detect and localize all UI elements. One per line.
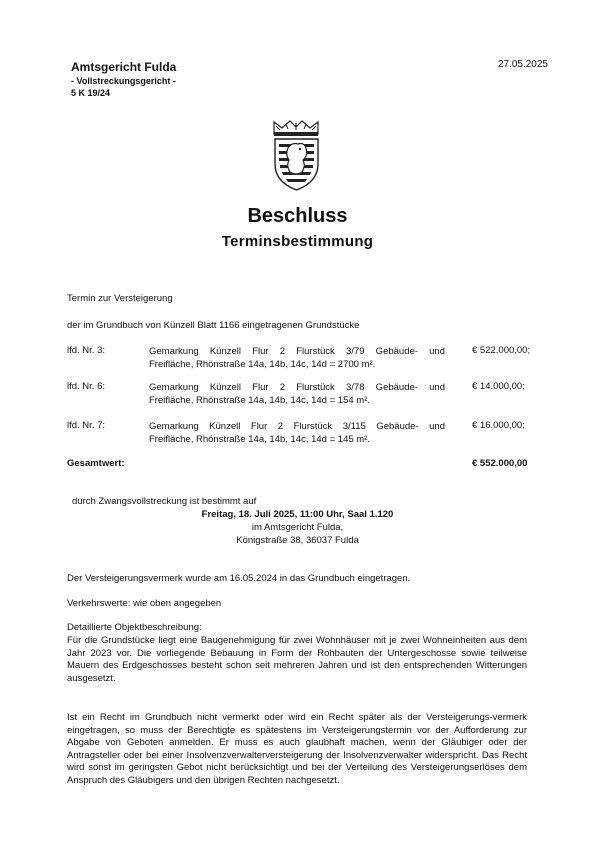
lot-value: € 16.000,00; [472,420,525,431]
lot-description-line2: Freifläche, Rhönstraße 14a, 14b, 14c, 14d = 154 m². [149,395,371,406]
document-date: 27.05.2025 [497,59,548,70]
hesse-coat-of-arms-icon [270,120,323,192]
lot-description [149,420,445,446]
appointment-location-2: Königstraße 38, 36037 Fulda [236,535,359,546]
lot-value: € 522.000,00; [472,345,531,356]
description-heading: Detaillierte Objektbeschreibung: [67,622,202,633]
total-label: Gesamtwert: [67,458,125,469]
lot-description-line2: Freifläche, Rhönstraße 14a, 14b, 14c, 14d = 145 m². [149,434,371,445]
lot-description-line1: Gemarkung Künzell Flur 2 Flurstück 3/78 Gebäude- und [149,382,445,393]
lot-description-line2: Freifläche, Rhönstraße 14a, 14b, 14c, 14d = 2700 m². [149,359,376,370]
appointment-lead: durch Zwangsvollstreckung ist bestimmt auf [72,496,257,507]
lot-description-line1: Gemarkung Künzell Flur 2 Flurstück 3/115 Gebäude- und [149,421,445,432]
intro-line-2: der im Grundbuch von Künzell Blatt 1166 eingetragenen Grundstücke [67,320,360,331]
appointment-location-1: im Amtsgericht Fulda, [251,522,344,533]
lot-number: lfd. Nr. 6: [67,381,106,392]
file-number: 5 K 19/24 [71,88,111,98]
intro-line-1: Termin zur Versteigerung [67,293,173,304]
lot-description [149,345,445,371]
vermerk-note: Der Versteigerungsvermerk wurde am 16.05.2024 in das Grundbuch eingetragen. [67,573,411,584]
court-subtitle: - Vollstreckungsgericht - [71,76,176,86]
verkehrswerte-note: Verkehrswerte: wie oben angegeben [67,598,222,609]
lot-value: € 14.000,00; [472,381,525,392]
total-value: € 552.000,00 [472,458,528,469]
description-text: Für die Grundstücke liegt eine Baugenehmigung für zwei Wohnhäuser mit je zwei Wohneinheiten aus dem Jahr 2023 vor. Die vorliegende Bebauung in Form der Rohbauten der Untergeschosse sowie teilweise Mauern des Erdgeschosses besteht schon seit mehreren Jahren und ist den entsprechenden Witterungen ausgesetzt. [67,635,527,684]
document-subtitle: Terminsbestimmung [221,233,374,250]
lot-description-line1: Gemarkung Künzell Flur 2 Flurstück 3/79 Gebäude- und [149,346,445,357]
court-name: Amtsgericht Fulda [71,60,177,74]
legal-text: Ist ein Recht im Grundbuch nicht vermerkt oder wird ein Recht später als der Versteigerungs-vermerk eingetragen, so muss der Berechtigte es spätestens im Versteigerungstermin vor der Aufforderung zur Abgabe von Geboten anmelden. Er muss es auch glaubhaft machen, wenn der Gläubiger oder der Antragsteller oder bei einer Insolvenzverwalterversteigerung der Insolvenzverwalter widerspricht. Das Recht wird sonst im geringsten Gebot nicht berücksichtigt und bei der Verteilung des Versteigerungserlöses dem Anspruch des Gläubigers und den übrigen Rechten nachgesetzt. [67,712,527,786]
lot-number: lfd. Nr. 3: [67,345,106,356]
document-title: Beschluss [247,205,348,227]
lot-number: lfd. Nr. 7: [67,420,106,431]
appointment-date-time: Freitag, 18. Juli 2025, 11:00 Uhr, Saal 1.120 [201,509,394,520]
lot-description [149,381,445,407]
